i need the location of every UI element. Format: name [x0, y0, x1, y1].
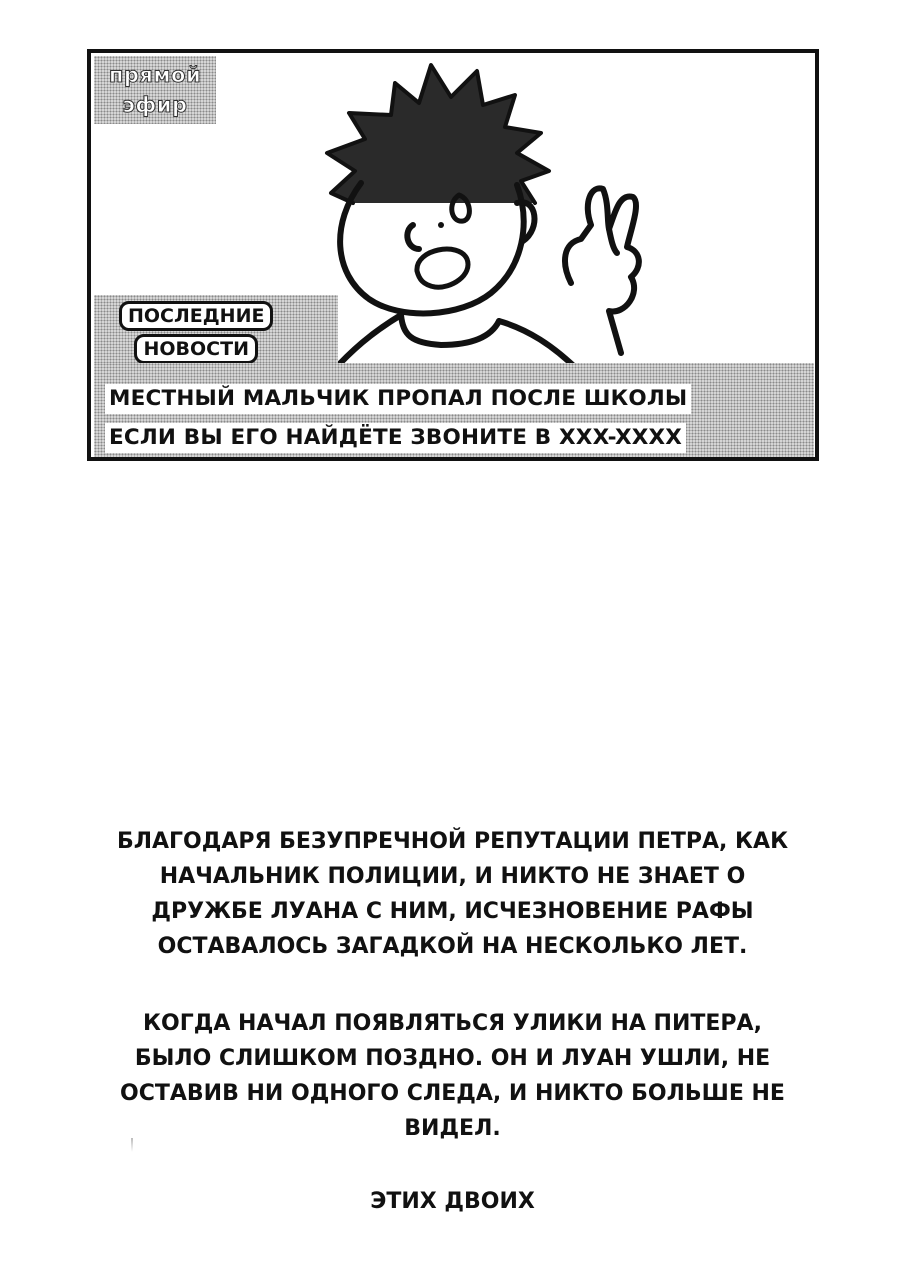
caption-line: БЫЛО СЛИШКОМ ПОЗДНО. ОН И ЛУАН УШЛИ, НЕ	[134, 1046, 771, 1071]
boy-illustration	[291, 53, 711, 373]
news-title-line-1: ПОСЛЕДНИЕ	[119, 301, 273, 331]
caption-paragraph-2	[40, 1006, 865, 1146]
live-badge-line-2: эфир	[122, 93, 188, 117]
caption-line: НАЧАЛЬНИК ПОЛИЦИИ, И НИКТО НЕ ЗНАЕТ О	[159, 864, 746, 889]
scan-speck	[131, 1138, 133, 1152]
live-badge-line-1: прямой	[108, 63, 202, 87]
tv-news-panel	[87, 49, 819, 461]
finger-gap	[609, 229, 617, 253]
live-broadcast-badge	[94, 56, 216, 124]
face-mark	[438, 222, 444, 228]
caption-line: ДРУЖБЕ ЛУАНА С НИМ, ИСЧЕЗНОВЕНИЕ РАФЫ	[151, 899, 754, 924]
mouth	[417, 249, 468, 287]
caption-line: ВИДЕЛ.	[404, 1116, 501, 1141]
ticker-line-1: МЕСТНЫЙ МАЛЬЧИК ПРОПАЛ ПОСЛЕ ШКОЛЫ	[105, 384, 691, 414]
caption-paragraph-1	[40, 824, 865, 964]
collar	[401, 315, 499, 345]
caption-paragraph-3: ЭТИХ ДВОИХ	[370, 1189, 535, 1214]
news-title-line-2: НОВОСТИ	[134, 334, 258, 364]
ticker-line-2: ЕСЛИ ВЫ ЕГО НАЙДЁТЕ ЗВОНИТЕ В XXX-XXXX	[105, 423, 686, 453]
latest-news-title	[119, 301, 273, 364]
caption-line: ОСТАВИВ НИ ОДНОГО СЛЕДА, И НИКТО БОЛЬШЕ НЕ	[120, 1081, 785, 1106]
left-eye	[407, 225, 419, 249]
caption-line: ОСТАВАЛОСЬ ЗАГАДКОЙ НА НЕСКОЛЬКО ЛЕТ.	[157, 934, 748, 959]
caption-line: БЛАГОДАРЯ БЕЗУПРЕЧНОЙ РЕПУТАЦИИ ПЕТРА, КАК	[116, 829, 789, 854]
caption-line: КОГДА НАЧАЛ ПОЯВЛЯТЬСЯ УЛИКИ НА ПИТЕРА,	[143, 1011, 762, 1036]
hand	[565, 188, 639, 353]
